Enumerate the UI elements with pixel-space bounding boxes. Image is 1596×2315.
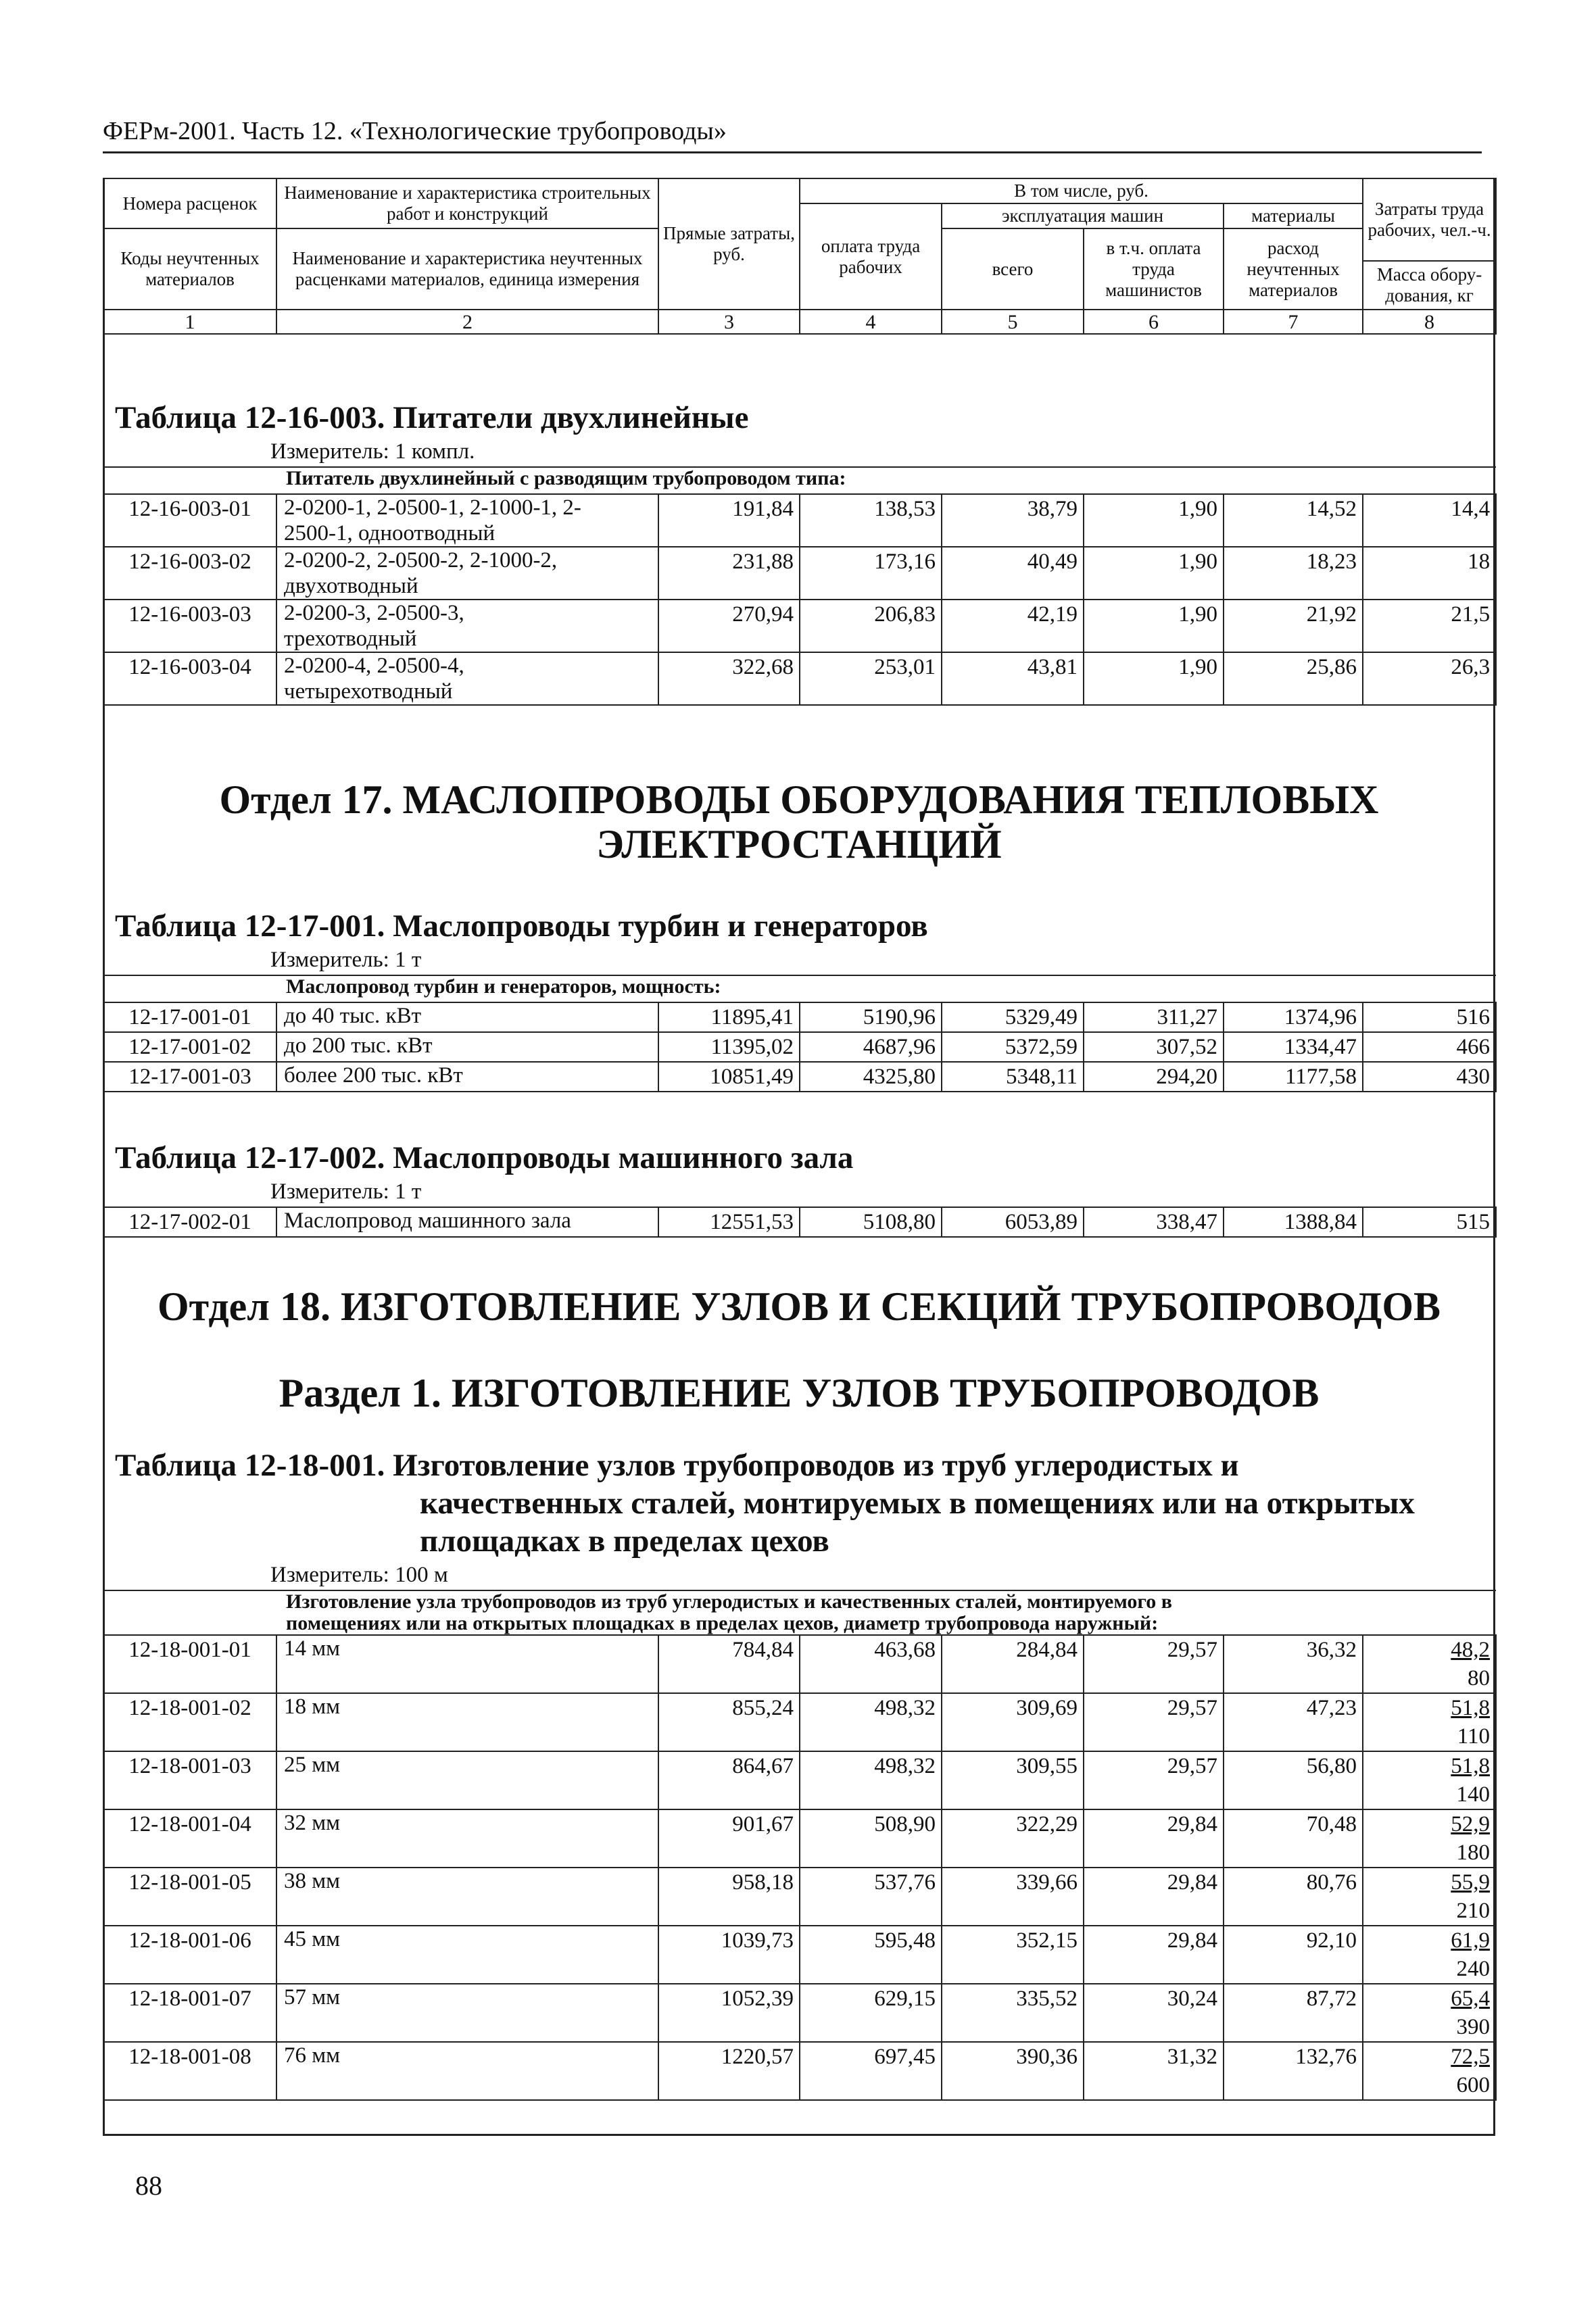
hours-and-mass: 52,9 180 (1363, 1809, 1496, 1868)
material-cost: 47,23 (1224, 1693, 1363, 1751)
labor-cost: 5108,80 (800, 1207, 942, 1237)
work-name: 2-0200-3, 2-0500-3, трехотводный (276, 600, 658, 652)
material-cost: 21,92 (1224, 600, 1363, 652)
table-row (103, 1207, 1496, 1237)
machine-cost: 42,19 (942, 600, 1084, 652)
rate-code: 12-16-003-02 (103, 547, 276, 600)
subsection-title: Раздел 1. ИЗГОТОВЛЕНИЕ УЗЛОВ ТРУБОПРОВОДОВ (279, 1371, 1320, 1415)
hours-and-mass: 48,2 80 (1363, 1635, 1496, 1693)
table-row (103, 1868, 1496, 1926)
material-cost: 92,10 (1224, 1926, 1363, 1984)
material-cost: 36,32 (1224, 1635, 1363, 1693)
table-row (103, 600, 1496, 652)
work-name: 76 мм (276, 2042, 658, 2100)
column-header (103, 178, 1497, 335)
direct-cost: 784,84 (658, 1635, 800, 1693)
direct-cost: 231,88 (658, 547, 800, 600)
table-12-17-001 (103, 907, 1495, 1092)
direct-cost: 11395,02 (658, 1032, 800, 1062)
table-row (103, 2042, 1496, 2100)
table-12-16-003 (103, 399, 1495, 706)
operator-cost: 29,84 (1084, 1926, 1224, 1984)
material-cost: 56,80 (1224, 1751, 1363, 1809)
rate-code: 12-18-001-04 (103, 1809, 276, 1868)
operator-cost: 1,90 (1084, 652, 1224, 705)
hours-and-mass: 65,4 390 (1363, 1984, 1496, 2042)
material-cost: 1388,84 (1224, 1207, 1363, 1237)
col-materials-header: расход неучтенных материалов (1224, 228, 1363, 310)
labor-cost: 498,32 (800, 1693, 942, 1751)
labor-hours: 18 (1363, 547, 1496, 600)
rate-code: 12-18-001-01 (103, 1635, 276, 1693)
table-title: Таблица 12-17-002. Маслопроводы машинного зала (115, 1140, 854, 1175)
table-12-17-002 (103, 1139, 1495, 1238)
col-number: 3 (658, 310, 800, 334)
measure-unit: Измеритель: 1 т (270, 1179, 422, 1204)
work-name: 2-0200-1, 2-0500-1, 2-1000-1, 2- 2500-1, одноотводный (276, 494, 658, 547)
work-name: 38 мм (276, 1868, 658, 1926)
operator-cost: 294,20 (1084, 1062, 1224, 1092)
rate-code: 12-17-001-01 (103, 1002, 276, 1032)
work-name: 14 мм (276, 1635, 658, 1693)
labor-cost: 206,83 (800, 600, 942, 652)
page-header: ФЕРм-2001. Часть 12. «Технологические трубопроводы» (103, 116, 1482, 153)
hours-and-mass: 55,9 210 (1363, 1868, 1496, 1926)
direct-cost: 10851,49 (658, 1062, 800, 1092)
table-title: Таблица 12-17-001. Маслопроводы турбин и генераторов (115, 908, 928, 944)
table-row (103, 1635, 1496, 1693)
machine-cost: 335,52 (942, 1984, 1084, 2042)
table-row (103, 1751, 1496, 1809)
operator-cost: 29,57 (1084, 1693, 1224, 1751)
col-number: 7 (1224, 310, 1363, 334)
col-group-materials: материалы (1224, 203, 1363, 228)
rate-code: 12-18-001-05 (103, 1868, 276, 1926)
col-direct-header: Прямые затраты, руб. (658, 178, 800, 310)
machine-cost: 43,81 (942, 652, 1084, 705)
table-row (103, 1032, 1496, 1062)
direct-cost: 855,24 (658, 1693, 800, 1751)
labor-hours: 430 (1363, 1062, 1496, 1092)
material-cost: 87,72 (1224, 1984, 1363, 2042)
measure-unit: Измеритель: 100 м (270, 1563, 448, 1587)
rate-code: 12-18-001-06 (103, 1926, 276, 1984)
rate-code: 12-18-001-07 (103, 1984, 276, 2042)
rate-code: 12-18-001-03 (103, 1751, 276, 1809)
table-title-cont: качественных сталей, монтируемых в помещениях или на открытых (420, 1486, 1415, 1521)
group-intro: Изготовление узла трубопроводов из труб углеродистых и качественных сталей, монтируемого в помещениях или на открытых площадках в пределах цехов, диаметр трубопровода наружный: (276, 1590, 1496, 1635)
rate-code: 12-16-003-04 (103, 652, 276, 705)
operator-cost: 1,90 (1084, 494, 1224, 547)
section-title: Отдел 18. ИЗГОТОВЛЕНИЕ УЗЛОВ И СЕКЦИЙ ТРУБОПРОВОДОВ (157, 1284, 1441, 1329)
labor-hours: 516 (1363, 1002, 1496, 1032)
section-18-heading (103, 1284, 1495, 1329)
operator-cost: 1,90 (1084, 600, 1224, 652)
page-number: 88 (135, 2170, 162, 2201)
table-row (103, 652, 1496, 705)
operator-cost: 1,90 (1084, 547, 1224, 600)
table-row (103, 547, 1496, 600)
hours-and-mass: 51,8 140 (1363, 1751, 1496, 1809)
section-title: Отдел 17. МАСЛОПРОВОДЫ ОБОРУДОВАНИЯ ТЕПЛОВЫХ (219, 777, 1379, 822)
work-name: 18 мм (276, 1693, 658, 1751)
work-name: 25 мм (276, 1751, 658, 1809)
operator-cost: 29,84 (1084, 1868, 1224, 1926)
machine-cost: 5372,59 (942, 1032, 1084, 1062)
labor-cost: 595,48 (800, 1926, 942, 1984)
table-row (103, 1984, 1496, 2042)
rate-code: 12-17-002-01 (103, 1207, 276, 1237)
table-row (103, 1002, 1496, 1032)
labor-cost: 463,68 (800, 1635, 942, 1693)
table-12-18-001 (103, 1446, 1495, 2101)
machine-cost: 309,55 (942, 1751, 1084, 1809)
hours-and-mass: 51,8 110 (1363, 1693, 1496, 1751)
col-group-machines: эксплуатация машин (942, 203, 1224, 228)
subsection-1-heading (103, 1371, 1495, 1415)
work-name: до 40 тыс. кВт (276, 1002, 658, 1032)
labor-cost: 253,01 (800, 652, 942, 705)
rate-code: 12-18-001-02 (103, 1693, 276, 1751)
machine-cost: 5348,11 (942, 1062, 1084, 1092)
labor-cost: 629,15 (800, 1984, 942, 2042)
col-codes-header: Номера расценок (103, 178, 276, 228)
work-name: 32 мм (276, 1809, 658, 1868)
col-number: 5 (942, 310, 1084, 334)
machine-cost: 339,66 (942, 1868, 1084, 1926)
hours-and-mass: 61,9 240 (1363, 1926, 1496, 1984)
operator-cost: 338,47 (1084, 1207, 1224, 1237)
material-cost: 1374,96 (1224, 1002, 1363, 1032)
material-cost: 18,23 (1224, 547, 1363, 600)
col-hours-header: Затраты труда рабочих, чел.-ч. (1363, 178, 1496, 261)
material-cost: 1177,58 (1224, 1062, 1363, 1092)
col-machines-header: всего (942, 228, 1084, 310)
table-row (103, 1926, 1496, 1984)
direct-cost: 901,67 (658, 1809, 800, 1868)
labor-cost: 498,32 (800, 1751, 942, 1809)
col-number: 6 (1084, 310, 1224, 334)
direct-cost: 191,84 (658, 494, 800, 547)
measure-unit: Измеритель: 1 т (270, 948, 422, 972)
labor-cost: 138,53 (800, 494, 942, 547)
hours-and-mass: 72,5 600 (1363, 2042, 1496, 2100)
col-operators-header: в т.ч. оплата труда машинистов (1084, 228, 1224, 310)
operator-cost: 31,32 (1084, 2042, 1224, 2100)
section-title: ЭЛЕКТРОСТАНЦИЙ (596, 822, 1002, 867)
rate-code: 12-17-001-02 (103, 1032, 276, 1062)
direct-cost: 958,18 (658, 1868, 800, 1926)
machine-cost: 352,15 (942, 1926, 1084, 1984)
labor-cost: 4325,80 (800, 1062, 942, 1092)
col-number: 1 (103, 310, 276, 334)
table-row (103, 1062, 1496, 1092)
col-name-header: Наименование и характеристика строительных работ и конструкций (276, 178, 658, 228)
labor-hours: 466 (1363, 1032, 1496, 1062)
section-17-heading (103, 777, 1495, 867)
table-title: Таблица 12-18-001. Изготовление узлов трубопроводов из труб углеродистых и (115, 1448, 1239, 1483)
rate-code: 12-18-001-08 (103, 2042, 276, 2100)
operator-cost: 29,84 (1084, 1809, 1224, 1868)
col-group-incl: В том числе, руб. (800, 178, 1363, 203)
work-name: 2-0200-4, 2-0500-4, четырехотводный (276, 652, 658, 705)
operator-cost: 307,52 (1084, 1032, 1224, 1062)
machine-cost: 6053,89 (942, 1207, 1084, 1237)
machine-cost: 40,49 (942, 547, 1084, 600)
work-name: 2-0200-2, 2-0500-2, 2-1000-2, двухотводный (276, 547, 658, 600)
col-number: 2 (276, 310, 658, 334)
material-cost: 70,48 (1224, 1809, 1363, 1868)
col-number: 4 (800, 310, 942, 334)
work-name: Маслопровод машинного зала (276, 1207, 658, 1237)
labor-cost: 508,90 (800, 1809, 942, 1868)
material-cost: 25,86 (1224, 652, 1363, 705)
direct-cost: 11895,41 (658, 1002, 800, 1032)
machine-cost: 284,84 (942, 1635, 1084, 1693)
table-row (103, 1809, 1496, 1868)
work-name: 45 мм (276, 1926, 658, 1984)
table-title: Таблица 12-16-003. Питатели двухлинейные (115, 400, 749, 435)
labor-cost: 4687,96 (800, 1032, 942, 1062)
work-name: более 200 тыс. кВт (276, 1062, 658, 1092)
material-cost: 1334,47 (1224, 1032, 1363, 1062)
labor-cost: 5190,96 (800, 1002, 942, 1032)
rate-code: 12-16-003-01 (103, 494, 276, 547)
labor-cost: 537,76 (800, 1868, 942, 1926)
material-cost: 132,76 (1224, 2042, 1363, 2100)
group-intro: Маслопровод турбин и генераторов, мощность: (276, 975, 1496, 1002)
machine-cost: 309,69 (942, 1693, 1084, 1751)
labor-cost: 697,45 (800, 2042, 942, 2100)
material-cost: 80,76 (1224, 1868, 1363, 1926)
rate-code: 12-16-003-03 (103, 600, 276, 652)
direct-cost: 1052,39 (658, 1984, 800, 2042)
direct-cost: 864,67 (658, 1751, 800, 1809)
labor-hours: 21,5 (1363, 600, 1496, 652)
operator-cost: 311,27 (1084, 1002, 1224, 1032)
table-title-cont: площадках в пределах цехов (420, 1524, 829, 1559)
machine-cost: 5329,49 (942, 1002, 1084, 1032)
table-row (103, 494, 1496, 547)
direct-cost: 322,68 (658, 652, 800, 705)
machine-cost: 38,79 (942, 494, 1084, 547)
labor-hours: 515 (1363, 1207, 1496, 1237)
material-cost: 14,52 (1224, 494, 1363, 547)
group-intro: Питатель двухлинейный с разводящим трубопроводом типа: (276, 467, 1496, 494)
operator-cost: 30,24 (1084, 1984, 1224, 2042)
direct-cost: 12551,53 (658, 1207, 800, 1237)
measure-unit: Измеритель: 1 компл. (270, 439, 475, 464)
col-labor-header: оплата труда рабочих (800, 203, 942, 310)
work-name: до 200 тыс. кВт (276, 1032, 658, 1062)
work-name: 57 мм (276, 1984, 658, 2042)
labor-hours: 26,3 (1363, 652, 1496, 705)
col-number: 8 (1363, 310, 1496, 334)
direct-cost: 270,94 (658, 600, 800, 652)
col-material-name-header: Наименование и характеристика неучтенных расценками материалов, единица измерения (276, 228, 658, 310)
labor-cost: 173,16 (800, 547, 942, 600)
col-mass-header: Масса обору- дования, кг (1363, 261, 1496, 310)
machine-cost: 390,36 (942, 2042, 1084, 2100)
direct-cost: 1039,73 (658, 1926, 800, 1984)
operator-cost: 29,57 (1084, 1635, 1224, 1693)
rate-code: 12-17-001-03 (103, 1062, 276, 1092)
operator-cost: 29,57 (1084, 1751, 1224, 1809)
machine-cost: 322,29 (942, 1809, 1084, 1868)
direct-cost: 1220,57 (658, 2042, 800, 2100)
col-material-codes-header: Коды неучтенных материалов (103, 228, 276, 310)
labor-hours: 14,4 (1363, 494, 1496, 547)
table-row (103, 1693, 1496, 1751)
